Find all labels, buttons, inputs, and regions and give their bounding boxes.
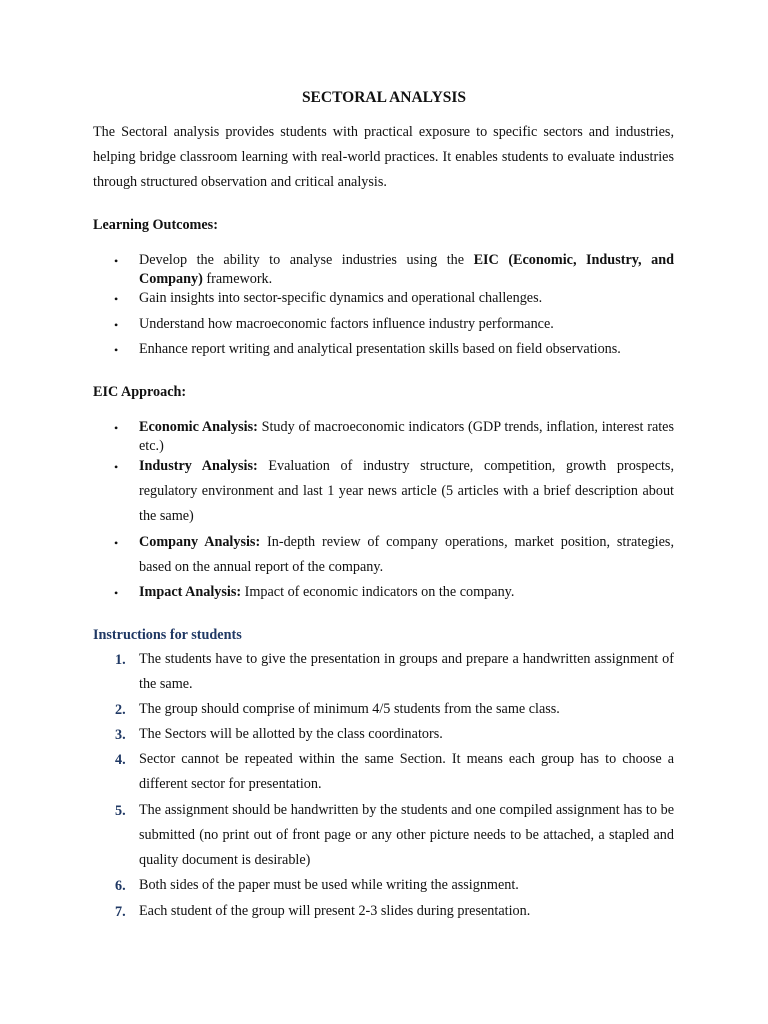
eic-item-label: Industry Analysis: [139,458,258,474]
list-number: 4. [115,752,126,768]
instruction-item: Both sides of the paper must be used while writing the assignment. [139,877,519,893]
eic-item-text: Evaluation of industry structure, competition, growth prospects, regulatory environment and last 1 year news article (5 articles with a brief description about the same) [139,458,675,524]
bullet-icon: • [114,460,119,474]
instruction-item: The assignment should be handwritten by the students and one compiled assignment has to be submitted (no print out of front page or any other picture needs to be attached, a stapled and quality document is desirable) [139,802,674,868]
learning-outcome-item [139,251,674,289]
learning-outcome-text: Develop the ability to analyse industries using the [139,252,474,268]
learning-outcome-bold: EIC (Economic, Industry, and Company) [139,252,674,287]
instruction-item: The group should comprise of minimum 4/5 students from the same class. [139,701,560,717]
eic-item [139,418,674,456]
intro-paragraph: The Sectoral analysis provides students with practical exposure to specific sectors and industries, helping bridge classroom learning with real-world practices. It enables students to evaluate industries through structured observation and critical analysis. [93,124,674,190]
instruction-item: The students have to give the presentation in groups and prepare a handwritten assignment of the same. [139,651,674,692]
list-number: 5. [115,803,126,819]
instruction-item: Each student of the group will present 2-3 slides during presentation. [139,903,531,919]
list-number: 1. [115,652,126,668]
bullet-icon: • [114,254,119,268]
bullet-icon: • [114,318,119,332]
eic-item-label: Economic Analysis: [139,419,258,435]
list-number: 6. [115,878,126,894]
learning-outcomes-heading: Learning Outcomes: [93,217,218,233]
learning-outcome-item: Gain insights into sector-specific dynamics and operational challenges. [139,290,543,306]
bullet-icon: • [114,421,119,435]
bullet-icon: • [114,586,119,600]
eic-item-text: Impact of economic indicators on the company. [241,584,515,600]
eic-item [139,580,674,605]
instruction-item: The Sectors will be allotted by the class coordinators. [139,726,443,742]
learning-outcome-text: framework. [202,271,273,287]
bullet-icon: • [114,292,119,306]
instruction-item: Sector cannot be repeated within the same Section. It means each group has to choose a different sector for presentation. [139,751,674,792]
page-title: SECTORAL ANALYSIS [301,89,467,106]
eic-item [139,454,674,529]
learning-outcome-item: Understand how macroeconomic factors influence industry performance. [139,316,554,332]
eic-item-label: Company Analysis: [139,534,261,550]
learning-outcome-item: Enhance report writing and analytical presentation skills based on field observations. [139,341,621,357]
eic-approach-heading: EIC Approach: [93,384,187,400]
list-number: 2. [115,702,126,718]
eic-item-label: Impact Analysis: [139,584,242,600]
eic-item-text: Study of macroeconomic indicators (GDP trends, inflation, interest rates etc.) [139,419,674,454]
list-number: 7. [115,904,126,920]
bullet-icon: • [114,536,119,550]
bullet-icon: • [114,343,119,357]
eic-item-text: In-depth review of company operations, market position, strategies, based on the annual report of the company. [139,534,674,575]
eic-item [139,530,674,580]
list-number: 3. [115,727,126,743]
instructions-heading: Instructions for students [93,627,242,643]
